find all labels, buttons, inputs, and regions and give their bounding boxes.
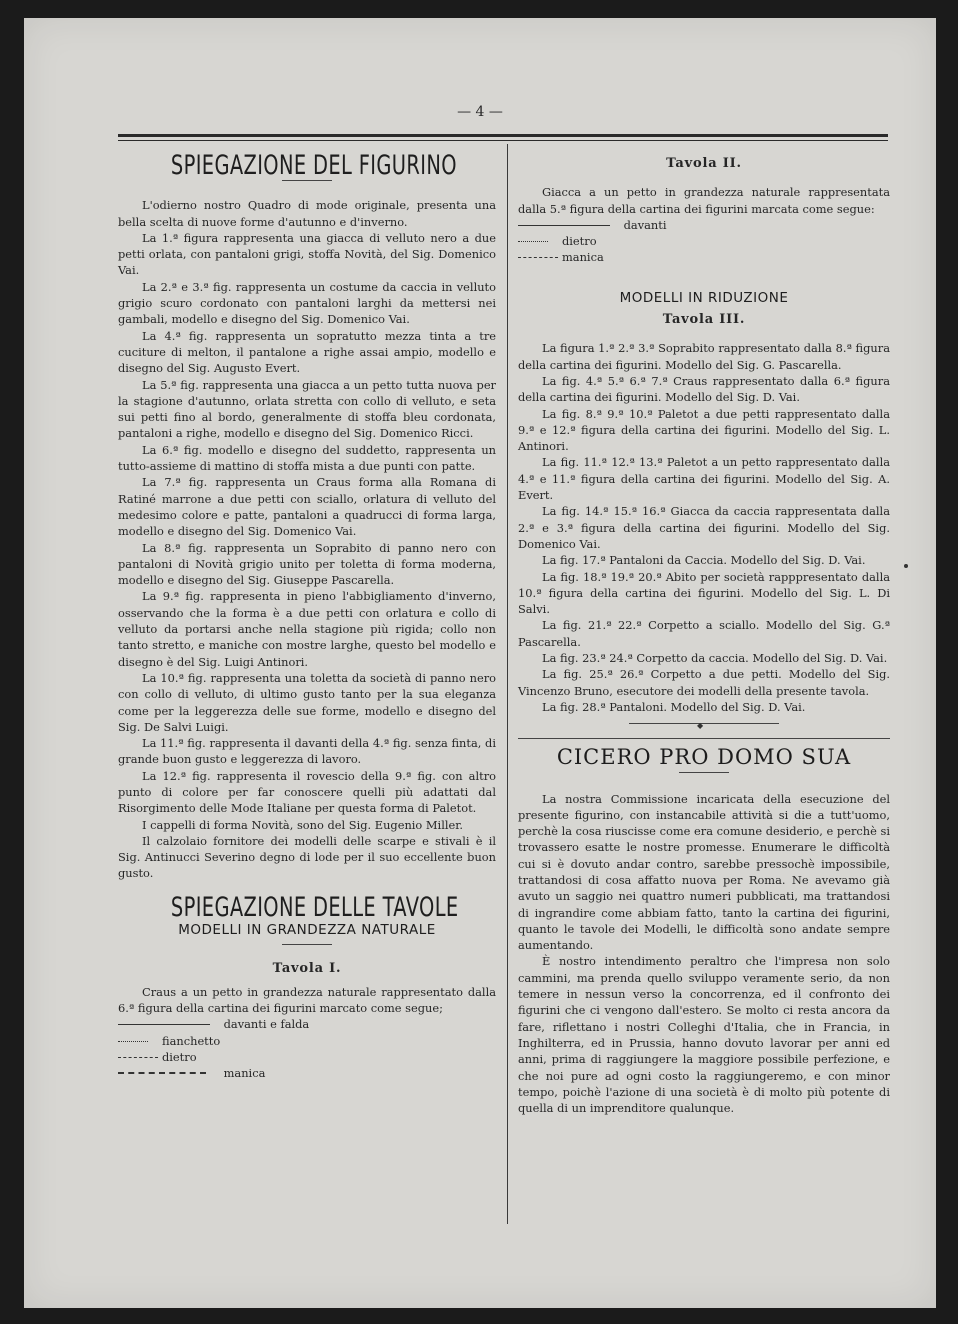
title-underline [679, 772, 729, 773]
line-dashed-icon [118, 1057, 158, 1058]
cicero-text [518, 791, 890, 1117]
paragraph: La nostra Commissione incaricata della esecuzione del presente figurino, con instancabile attività si die a tutt'uomo, perchè la cosa riuscisse come era comune desiderio, e perchè si trovassero esatte le nostre promesse. Enumerare le difficoltà cui si è dovuto andar contro, sarebbe pressochè impossibile, trattandosi di cosa affatto nuova per Roma. Ne avevamo già avuto un saggio nei quattro numeri pubblicati, ma trattandosi di ingrandire come abbiam fatto, tanto la cartina dei figurini, quanto le tavole dei Modelli, le difficoltà sono andate sempre aumentando. [518, 791, 890, 953]
paragraph: La fig. 17.ª Pantaloni da Caccia. Modello del Sig. D. Vai. [542, 553, 866, 568]
legend-row: davanti [518, 217, 890, 233]
line-dotted-icon [518, 241, 548, 242]
ornament-divider [629, 723, 779, 730]
diamond-icon: ◆ [697, 721, 704, 731]
speck-mark [904, 564, 908, 568]
line-dashed-icon [518, 257, 558, 258]
paragraph: L'odierno nostro Quadro di mode originale, presenta una bella scelta di nuove forme d'autunno e d'inverno. [118, 198, 496, 229]
title-cicero: CICERO PRO DOMO SUA [556, 745, 852, 770]
legend-row: davanti e falda [118, 1016, 496, 1032]
paragraph: La fig. 8.ª 9.ª 10.ª Paletot a due petti rappresentato dalla 9.ª e 12.ª figura della cartina dei figurini. Modello del Sig. L. Antinori. [518, 406, 890, 454]
section-rule [518, 738, 890, 739]
title-spiegazione-figurino: SPIEGAZIONE DEL FIGURINO [170, 150, 457, 181]
paragraph: La 8.ª fig. rappresenta un Soprabito di panno nero con pantaloni di Novità grigio unito per toletta di forma moderna, modello e disegno del Sig. Giuseppe Pascarella. [118, 540, 496, 588]
legend-row: dietro [518, 233, 890, 249]
paragraph: La fig. 18.ª 19.ª 20.ª Abito per società rapppresentato dalla 10.ª figura della cartina dei figurini. Modello del Sig. L. Di Salvi. [518, 569, 890, 617]
tavola-1-text: Craus a un petto in grandezza naturale rappresentato dalla 6.ª figura della cartina dei figurini marcato come segue; [118, 984, 496, 1015]
paragraph: La 7.ª fig. rappresenta un Craus forma alla Romana di Ratiné marrone a due petti con sciallo, orlatura di velluto del medesimo colore e patte, pantaloni a quadrucci di forma larga, modello e disegno del Sig. Domenico Vai. [118, 475, 496, 539]
legend-row: dietro [118, 1049, 496, 1065]
paragraph: La 1.ª figura rappresenta una giacca di velluto nero a due petti orlata, con pantaloni grigi, stoffa Novità, del Sig. Domenico Vai. [118, 230, 496, 278]
paragraph: È nostro intendimento peraltro che l'impresa non solo cammini, ma prenda quello sviluppo veramente serio, da non temere in nessun verso la concorrenza, ed il confronto dei figurini che ci vengono dall'estero. Se molto ci resta ancora da fare, riflettano i nostri Colleghi d'Italia, che in Francia, in Inghilterra, ed in Prussia, hanno dovuto lavorar per anni ed anni, prima di raggiungere la maggiore possibile perfezione, e che noi pure ad ogni costo la raggiungeremo, e con minor tempo, poichè l'azione di una società è di molto più potente di quella di un imprenditore qualunque. [518, 954, 890, 1116]
header-rule [118, 134, 888, 137]
paragraph: La fig. 4.ª 5.ª 6.ª 7.ª Craus rappresentato dalla 6.ª figura della cartina dei figurini. Modello del Sig. D. Vai. [518, 373, 890, 405]
paragraph: La fig. 28.ª Pantaloni. Modello del Sig. D. Vai. [542, 699, 806, 714]
right-column [518, 150, 890, 1116]
newspaper-page [24, 18, 936, 1308]
left-column [118, 150, 496, 1081]
tavola-2-legend [518, 217, 890, 266]
paragraph: La 9.ª fig. rappresenta in pieno l'abbigliamento d'inverno, osservando che la forma è a due petti con orlatura e collo di velluto da portarsi anche nella stagione più rigida; collo non tanto stretto, e maniche con mostre larghe, questo bel modello e disegno è del Sig. Luigi Antinori. [118, 589, 496, 669]
line-solid-icon [518, 225, 610, 226]
tavola-3-text [518, 340, 890, 715]
figurino-text [118, 197, 496, 881]
line-solid-icon [118, 1024, 210, 1025]
paragraph: La fig. 23.ª 24.ª Corpetto da caccia. Modello del Sig. D. Vai. [542, 651, 888, 666]
paragraph: Il calzolaio fornitore dei modelli delle scarpe e stivali è il Sig. Antinucci Severino degno di lode per il suo eccellente buon gusto. [118, 833, 496, 881]
line-dotted-icon [118, 1041, 148, 1042]
paragraph: La fig. 14.ª 15.ª 16.ª Giacca da caccia rappresentata dalla 2.ª e 3.ª figura della cartina dei figurini. Modello del Sig. Domenico Vai. [518, 504, 890, 551]
title-spiegazione-tavole: SPIEGAZIONE DELLE TAVOLE [170, 891, 459, 923]
tavola-2-heading: Tavola II. [666, 156, 742, 171]
paragraph: La 5.ª fig. rappresenta una giacca a un petto tutta nuova per la stagione d'autunno, orlata stretta con collo di velluto, e seta sui petti fino al bordo, generalmente di stoffa bleu cordonata, pantaloni a righe, modello e disegno del Sig. Domenico Ricci. [118, 377, 496, 441]
paragraph: La fig. 25.ª 26.ª Corpetto a due petti. Modello del Sig. Vincenzo Bruno, esecutore dei modelli della presente tavola. [518, 667, 890, 698]
legend-row: manica [518, 249, 890, 265]
paragraph: La figura 1.ª 2.ª 3.ª Soprabito rappresentato dalla 8.ª figura della cartina dei figurini. Modello del Sig. G. Pascarella. [518, 341, 890, 372]
subtitle-underline [282, 944, 332, 945]
legend-row: manica [118, 1065, 496, 1081]
paragraph: La 12.ª fig. rappresenta il rovescio della 9.ª fig. con altro punto di colore per far conoscere quelli più adattati dal Risorgimento delle Mode Italiane per questa forma di Paletot. [118, 768, 496, 816]
paragraph: La 6.ª fig. modello e disegno del suddetto, rappresenta un tutto-assieme di mattino di stoffa mista a due punti con patte. [118, 442, 496, 474]
paragraph: La 10.ª fig. rappresenta una toletta da società di panno nero con collo di velluto, di ultimo gusto tanto per la sua eleganza come per la leggerezza delle sue forme, modello e disegno del Sig. De Salvi Luigi. [118, 670, 496, 734]
tavola-2-text: Giacca a un petto in grandezza naturale rappresentata dalla 5.ª figura della cartina dei figurini marcata come segue: [518, 185, 890, 216]
page-number: — 4 — [457, 104, 503, 120]
line-dashdot-icon [118, 1072, 206, 1074]
header-rule-thin [118, 140, 888, 141]
paragraph: La fig. 21.ª 22.ª Corpetto a sciallo. Modello del Sig. G.ª Pascarella. [518, 618, 890, 649]
paragraph: La 2.ª e 3.ª fig. rappresenta un costume da caccia in velluto grigio scuro cordonato con pantaloni larghi da mettersi nei gambali, modello e disegno del Sig. Domenico Vai. [118, 279, 496, 327]
paragraph: La fig. 11.ª 12.ª 13.ª Paletot a un petto rappresentato dalla 4.ª e 11.ª figura della cartina dei figurini. Modello del Sig. A. Evert. [518, 455, 890, 503]
column-divider [507, 144, 508, 1224]
tavola-1-legend [118, 1016, 496, 1081]
paragraph: La 4.ª fig. rappresenta un sopratutto mezza tinta a tre cuciture di melton, il pantalone a righe assai ampio, modello e disegno del Sig. Augusto Evert. [118, 328, 496, 376]
paragraph: La 11.ª fig. rappresenta il davanti della 4.ª fig. senza finta, di grande buon gusto e leggerezza di lavoro. [118, 736, 496, 767]
subtitle-grandezza-naturale: MODELLI IN GRANDEZZA NATURALE [178, 922, 436, 939]
tavola-1-heading: Tavola I. [272, 961, 342, 977]
paragraph: I cappelli di forma Novità, sono del Sig. Eugenio Miller. [142, 817, 464, 832]
legend-row: fianchetto [118, 1033, 496, 1049]
tavola-3-heading: Tavola III. [662, 312, 746, 328]
subtitle-riduzione: MODELLI IN RIDUZIONE [619, 289, 789, 306]
